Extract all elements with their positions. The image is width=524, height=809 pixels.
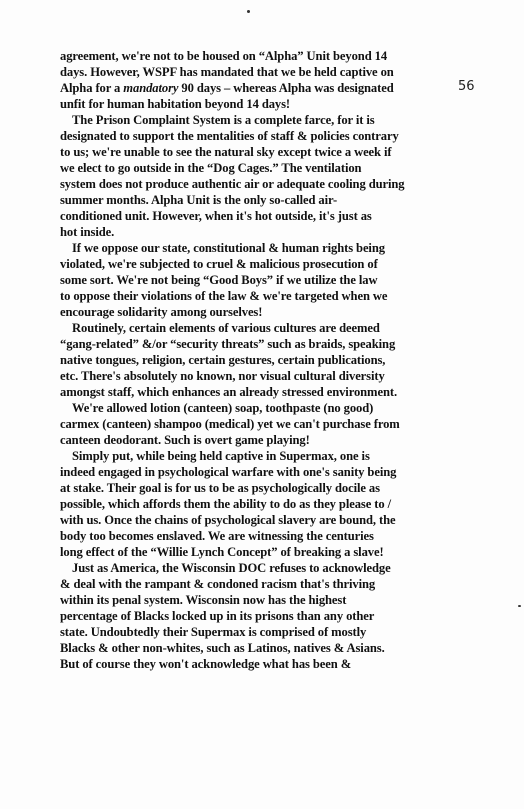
- text-line: possible, which affords them the ability to do as they please to /: [60, 497, 391, 511]
- text-line: We're allowed lotion (canteen) soap, toothpaste (no good): [72, 401, 374, 415]
- page-number: 56: [458, 79, 475, 94]
- text-line: indeed engaged in psychological warfare with one's sanity being: [60, 465, 397, 479]
- text-line: Routinely, certain elements of various cultures are deemed: [72, 321, 380, 335]
- text-line: violated, we're subjected to cruel & malicious prosecution of: [60, 257, 378, 271]
- body-text: [60, 48, 512, 672]
- scan-speck: [518, 605, 521, 607]
- text-line: [60, 80, 512, 96]
- text-line: “gang-related” &/or “security threats” such as braids, speaking: [60, 337, 396, 351]
- text-line: percentage of Blacks locked up in its prisons than any other: [60, 609, 375, 623]
- text-line: body too becomes enslaved. We are witnessing the centuries: [60, 529, 374, 543]
- emphasized-word: mandatory: [123, 81, 179, 95]
- text-line: with us. Once the chains of psychological slavery are bound, the: [60, 513, 396, 527]
- text-line: carmex (canteen) shampoo (medical) yet we can't purchase from: [60, 417, 400, 431]
- text-line: etc. There's absolutely no known, nor visual cultural diversity: [60, 369, 385, 383]
- text-line: designated to support the mentalities of staff & policies contrary: [60, 129, 399, 143]
- text-line: some sort. We're not being “Good Boys” if we utilize the law: [60, 273, 378, 287]
- text-line: encourage solidarity among ourselves!: [60, 305, 263, 319]
- text-line: within its penal system. Wisconsin now has the highest: [60, 593, 347, 607]
- text-line: Blacks & other non-whites, such as Latinos, natives & Asians.: [60, 641, 385, 655]
- text-line: we elect to go outside in the “Dog Cages.” The ventilation: [60, 161, 362, 175]
- text-line: days. However, WSPF has mandated that we be held captive on: [60, 65, 394, 79]
- text-line: to us; we're unable to see the natural sky except twice a week if: [60, 145, 392, 159]
- text-line: Simply put, while being held captive in Supermax, one is: [72, 449, 370, 463]
- text-line: canteen deodorant. Such is overt game playing!: [60, 433, 310, 447]
- text-line: Just as America, the Wisconsin DOC refuses to acknowledge: [72, 561, 391, 575]
- text-line: summer months. Alpha Unit is the only so-called air-: [60, 193, 338, 207]
- text-line: & deal with the rampant & condoned racism that's thriving: [60, 577, 376, 591]
- text-line: The Prison Complaint System is a complete farce, for it is: [72, 113, 375, 127]
- text-line: system does not produce authentic air or adequate cooling during: [60, 177, 405, 191]
- text-line: amongst staff, which enhances an already stressed environment.: [60, 385, 397, 399]
- text-line: state. Undoubtedly their Supermax is comprised of mostly: [60, 625, 367, 639]
- text-line: If we oppose our state, constitutional & human rights being: [72, 241, 385, 255]
- text-line: to oppose their violations of the law & we're targeted when we: [60, 289, 388, 303]
- text-line: long effect of the “Willie Lynch Concept” of breaking a slave!: [60, 545, 384, 559]
- text-line: unfit for human habitation beyond 14 days!: [60, 97, 291, 111]
- text-line: native tongues, religion, certain gestures, certain publications,: [60, 353, 386, 367]
- text-segment: 90 days – whereas Alpha was designated: [178, 81, 394, 95]
- text-line: conditioned unit. However, when it's hot outside, it's just as: [60, 209, 372, 223]
- scan-speck: [247, 10, 250, 13]
- text-segment: Alpha for a: [60, 81, 124, 95]
- text-line: hot inside.: [60, 225, 115, 239]
- text-line: But of course they won't acknowledge what has been &: [60, 657, 352, 671]
- text-line: at stake. Their goal is for us to be as psychologically docile as: [60, 481, 380, 495]
- text-line: agreement, we're not to be housed on “Alpha” Unit beyond 14: [60, 49, 388, 63]
